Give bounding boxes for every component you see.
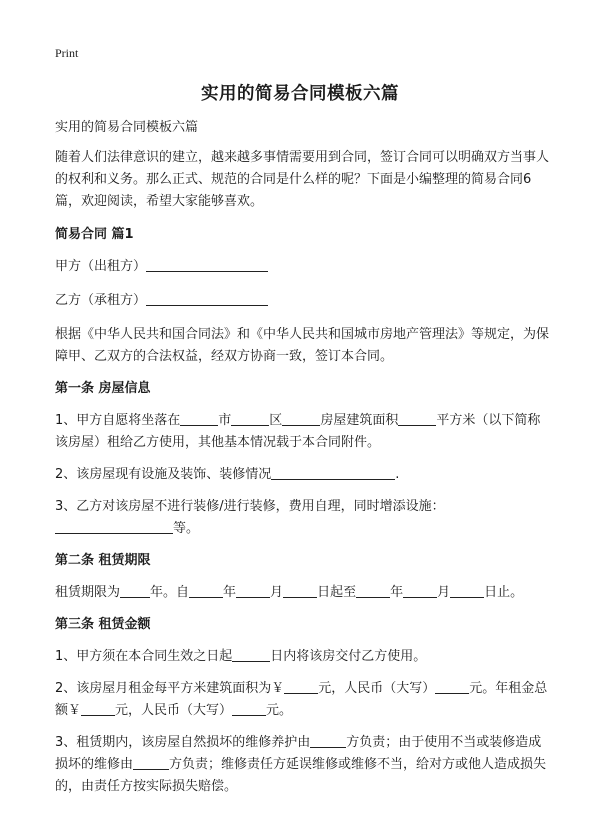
maintenance-party-blank: [310, 733, 346, 748]
city-blank: [180, 411, 218, 426]
article1-clause2: [55, 464, 551, 486]
article1-heading: 第一条 房屋信息: [55, 381, 151, 396]
document-subtitle: 实用的简易合同模板六篇: [55, 120, 199, 135]
document-body: [55, 117, 551, 808]
text-fragment: 日止。: [484, 585, 524, 600]
end-year-blank: [356, 583, 390, 598]
text-fragment: 月: [437, 585, 451, 600]
monthly-rent-blank: [284, 679, 318, 694]
text-fragment: 方负责；由于使用不当或装修造成损坏的维修由: [55, 735, 542, 772]
text-fragment: 日内将该房交付乙方使用。: [270, 649, 427, 664]
article1-clause3: [55, 496, 551, 540]
added-facilities-blank: [55, 519, 173, 534]
address-blank: [282, 411, 320, 426]
party-b-field: [55, 290, 551, 312]
article3-clause1: [55, 646, 551, 668]
facilities-blank: [271, 465, 395, 480]
party-b-blank: [146, 291, 268, 306]
contract-basis-paragraph: 根据《中华人民共和国合同法》和《中华人民共和国城市房地产管理法》等规定，为保障甲、乙双方的合法权益，经双方协商一致，签订本合同。: [55, 327, 550, 364]
article3-clause2: [55, 678, 551, 722]
party-b-label: 乙方（承租方）: [55, 293, 147, 308]
text-fragment: 市: [218, 413, 232, 428]
article2-term: [55, 582, 551, 604]
text-fragment: 3、租赁期内，该房屋自然损坏的维修养护由: [55, 735, 311, 750]
text-fragment: 1、甲方自愿将坐落在: [55, 413, 181, 428]
text-fragment: .: [395, 467, 400, 482]
text-fragment: 元，人民币（大写）: [115, 703, 233, 718]
text-fragment: 年: [390, 585, 404, 600]
text-fragment: 房屋建筑面积: [320, 413, 399, 428]
text-fragment: 年: [223, 585, 237, 600]
area-blank: [398, 411, 436, 426]
text-fragment: 3、乙方对该房屋不进行装修/进行装修，费用自理，同时增添设施：: [55, 499, 445, 514]
start-day-blank: [283, 583, 317, 598]
text-fragment: 2、该房屋现有设施及装饰、装修情况: [55, 467, 272, 482]
start-month-blank: [236, 583, 270, 598]
text-fragment: 年。自: [150, 585, 190, 600]
party-a-label: 甲方（出租方）: [55, 259, 147, 274]
end-month-blank: [403, 583, 437, 598]
text-fragment: 日起至: [317, 585, 357, 600]
intro-paragraph: 随着人们法律意识的建立，越来越多事情需要用到合同，签订合同可以明确双方当事人的权利和义务。那么正式、规范的合同是什么样的呢？下面是小编整理的简易合同6篇，欢迎阅读，希望大家能够喜欢。: [55, 150, 550, 209]
text-fragment: 区: [269, 413, 283, 428]
start-year-blank: [189, 583, 223, 598]
text-fragment: 平方米（以下简称该房屋）租给乙方使用，其他基本情况载于本合同附件。: [55, 413, 541, 450]
party-a-field: [55, 256, 551, 278]
annual-rent-words-blank: [232, 701, 266, 716]
party-a-blank: [146, 257, 268, 272]
article2-heading: 第二条 租赁期限: [55, 553, 151, 568]
text-fragment: 租赁期限为: [55, 585, 121, 600]
text-fragment: 月: [270, 585, 284, 600]
text-fragment: 元。年租金总额￥: [55, 681, 548, 718]
text-fragment: 元，人民币（大写）: [318, 681, 436, 696]
document-title: 实用的简易合同模板六篇: [201, 84, 399, 104]
handover-days-blank: [232, 647, 270, 662]
article3-heading: 第三条 租赁金额: [55, 617, 151, 632]
years-blank: [120, 583, 150, 598]
text-fragment: 元。: [266, 703, 293, 718]
article3-clause3: [55, 732, 551, 798]
text-fragment: 1、甲方须在本合同生效之日起: [55, 649, 233, 664]
annual-rent-blank: [81, 701, 115, 716]
text-fragment: 2、该房屋月租金每平方米建筑面积为￥: [55, 681, 285, 696]
article1-clause1: [55, 410, 551, 454]
end-day-blank: [450, 583, 484, 598]
text-fragment: 等。: [173, 521, 200, 536]
district-blank: [231, 411, 269, 426]
damage-party-blank: [133, 755, 169, 770]
contract-heading: 简易合同 篇1: [55, 227, 134, 242]
monthly-rent-words-blank: [435, 679, 469, 694]
text-fragment: 方负责；维修责任方延误维修或维修不当，给对方或他人造成损失的，由责任方按实际损失赔偿。: [55, 757, 547, 794]
print-link[interactable]: Print: [55, 46, 79, 60]
